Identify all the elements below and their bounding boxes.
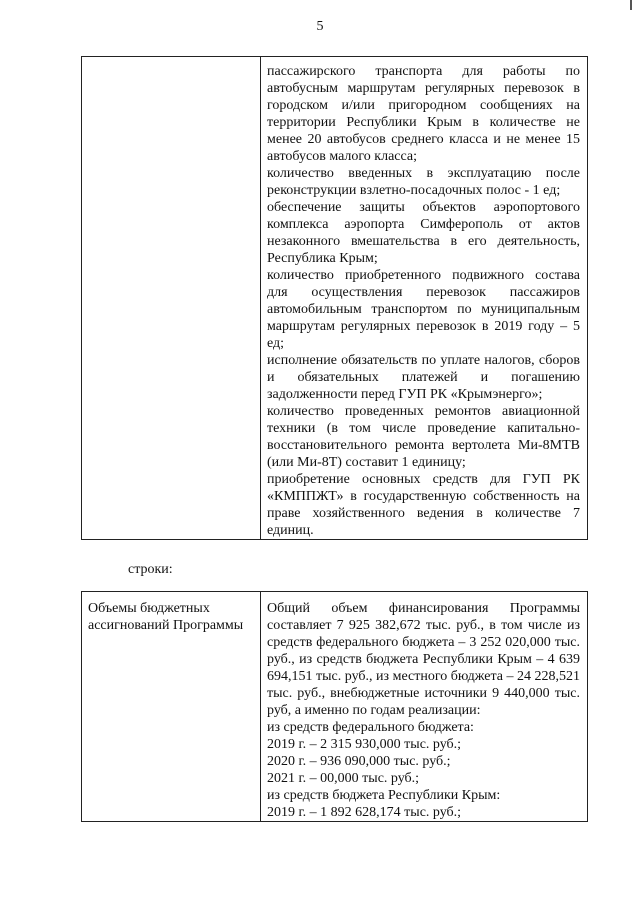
top-right-text [261,57,587,539]
paragraph: 2019 г. – 2 315 930,000 тыс. руб.; [267,737,462,752]
paragraph: количество введенных в эксплуатацию после реконструкции взлетно-посадочных полос - 1 ед; [267,166,580,198]
bottom-table-left-cell [82,592,261,822]
page-number: 5 [316,19,324,34]
scan-edge-mark [630,0,632,10]
bottom-right-text [261,592,587,821]
paragraph: пассажирского транспорта для работы по автобусным маршрутам регулярных перевозок в городском и/или пригородном сообщениях на территории Республики Крым в количестве не менее 20 автобусов среднего класса и не менее 15 автобусов малого класса; [267,64,580,164]
paragraph: из средств федерального бюджета: [267,720,474,735]
paragraph: приобретение основных средств для ГУП РК «КМППЖТ» в государственную собственность на праве хозяйственного ведения в количестве 7 единиц. [267,472,580,538]
top-table-left-cell [82,57,261,540]
paragraph: 2021 г. – 00,000 тыс. руб.; [267,771,420,786]
table-row [82,592,588,822]
top-table-right-cell [261,57,588,540]
paragraph: из средств бюджета Республики Крым: [267,788,501,803]
table-row [82,57,588,540]
paragraph: обеспечение защиты объектов аэропортового комплекса аэропорта Симферополь от актов незаконного вмешательства в его деятельность, Республика Крым; [267,200,580,266]
paragraph: количество проведенных ремонтов авиационной техники (в том числе проведение капитально-восстановительного ремонта вертолета Ми-8МТВ (или Ми-8Т) составит 1 единицу; [267,404,580,470]
budget-heading: Объемы бюджетных ассигнований Программы [88,601,244,633]
paragraph: количество приобретенного подвижного состава для осуществления перевозок пассажиров автомобильным транспортом по муниципальным маршрутам регулярных перевозок в 2019 году – 5 ед; [267,268,580,351]
paragraph: 2019 г. – 1 892 628,174 тыс. руб.; [267,805,462,820]
paragraph: Общий объем финансирования Программы составляет 7 925 382,672 тыс. руб., в том числе из средств федерального бюджета – 3 252 020,000 тыс. руб., из средств бюджета Республики Крым – 4 639 694,151 тыс. руб., из местного бюджета – 24 228,521 тыс. руб., внебюджетные источники 9 440,000 тыс. руб, а именно по годам реализации: [267,601,580,718]
top-table [81,56,588,540]
paragraph: исполнение обязательств по уплате налогов, сборов и обязательных платежей и погашению задолженности перед ГУП РК «Крымэнерго»; [267,353,580,402]
paragraph: 2020 г. – 936 090,000 тыс. руб.; [267,754,451,769]
section-label: строки: [128,562,173,577]
bottom-table [81,591,588,822]
bottom-table-right-cell [261,592,588,822]
